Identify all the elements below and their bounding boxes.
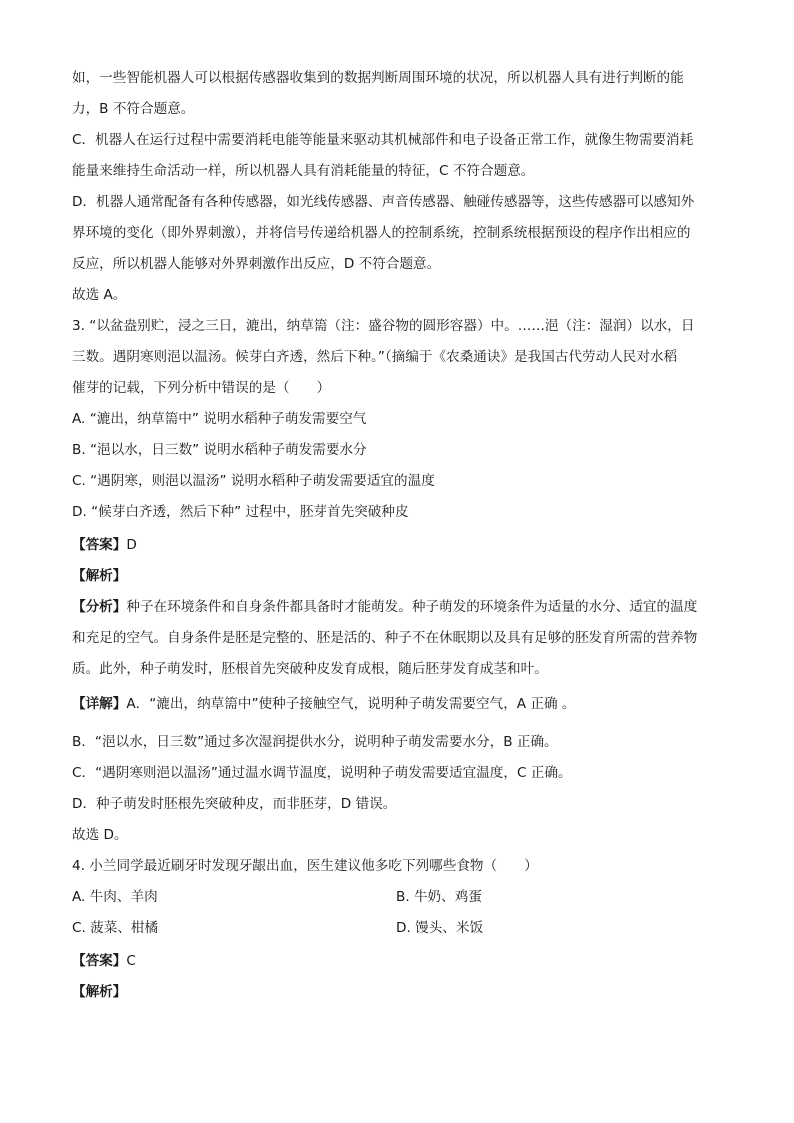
- question-3-option-c: C. “遇阴寒，则浥以温汤” 说明水稻种子萌发需要适宜的温度: [72, 473, 435, 489]
- fenxi-line: 和充足的空气。自身条件是胚是完整的、胚是活的、种子不在休眠期以及具有足够的胚发育所需的营养物: [72, 630, 698, 646]
- text-line: 能量来维持生命活动一样，所以机器人具有消耗能量的特征，C 不符合题意。: [72, 163, 535, 179]
- analysis-tag: 【解析】: [72, 568, 127, 584]
- xiangjie-line: 【详解】A．“漉出，纳草篅中”使种子接触空气，说明种子萌发需要空气，A 正确 。: [72, 696, 576, 712]
- fenxi-line: 【分析】种子在环境条件和自身条件都具备时才能萌发。种子萌发的环境条件为适量的水分、适宜的温度: [72, 599, 698, 615]
- analysis-tag: 【解析】: [72, 984, 127, 1000]
- answer-value: C: [126, 953, 136, 969]
- question-3-option-d: D. “候芽白齐透，然后下种” 过程中，胚芽首先突破种皮: [72, 504, 409, 520]
- question-4-option-b: B. 牛奶、鸡蛋: [396, 889, 482, 905]
- text-line: D．机器人通常配备有各种传感器，如光线传感器、声音传感器、触碰传感器等，这些传感器可以感知外: [72, 194, 695, 210]
- answer-value: D: [126, 537, 137, 553]
- text-line: 故选 A。: [72, 287, 127, 303]
- text-line: 如，一些智能机器人可以根据传感器收集到的数据判断周围环境的状况，所以机器人具有进行判断的能: [72, 70, 684, 86]
- question-3-option-a: A. “漉出，纳草篅中” 说明水稻种子萌发需要空气: [72, 411, 367, 427]
- question-3-stem: 3. “以盆盎别贮，浸之三日，漉出，纳草篅（注：盛谷物的圆形容器）中。……浥（注：湿润）以水，日: [72, 318, 695, 334]
- fenxi-line: 质。此外，种子萌发时，胚根首先突破种皮发育成根，随后胚芽发育成茎和叶。: [72, 661, 548, 677]
- answer-line: [72, 951, 722, 971]
- text-line: 力，B 不符合题意。: [72, 101, 195, 117]
- fenxi-tag: 【分析】: [72, 599, 127, 615]
- question-4-stem: 4. 小兰同学最近刷牙时发现牙龈出血，医生建议他多吃下列哪些食物（ ）: [72, 858, 538, 874]
- text-line: C．机器人在运行过程中需要消耗电能等能量来驱动其机械部件和电子设备正常工作，就像生物需要消耗: [72, 132, 694, 148]
- text-line: 界环境的变化（即外界刺激），并将信号传递给机器人的控制系统，控制系统根据预设的程序作出相应的: [72, 225, 691, 241]
- question-4-option-d: D. 馒头、米饭: [396, 920, 484, 936]
- xiangjie-line: D．种子萌发时胚根先突破种皮，而非胚芽，D 错误。: [72, 796, 397, 812]
- question-4-option-a: A. 牛肉、羊肉: [72, 889, 158, 905]
- text-line: 反应，所以机器人能够对外界刺激作出反应，D 不符合题意。: [72, 256, 441, 272]
- answer-tag: 【答案】: [72, 953, 127, 969]
- question-3-stem: 三数。遇阴寒则浥以温汤。候芽白齐透，然后下种。”（摘编于《农桑通诀》是我国古代劳动人民对水稻: [72, 349, 678, 365]
- question-4-option-c: C. 菠菜、柑橘: [72, 920, 159, 936]
- xiangjie-line: C．“遇阴寒则浥以温汤”通过温水调节温度，说明种子萌发需要适宜温度，C 正确。: [72, 765, 572, 781]
- xiangjie-line: 故选 D。: [72, 827, 128, 843]
- xiangjie-tag: 【详解】: [72, 696, 127, 712]
- xiangjie-line: B．“浥以水，日三数”通过多次湿润提供水分，说明种子萌发需要水分，B 正确。: [72, 734, 558, 750]
- question-3-option-b: B. “浥以水，日三数” 说明水稻种子萌发需要水分: [72, 442, 367, 458]
- question-3-stem: 催芽的记载，下列分析中错误的是（ ）: [72, 380, 331, 396]
- answer-line: [72, 535, 722, 555]
- answer-tag: 【答案】: [72, 537, 127, 553]
